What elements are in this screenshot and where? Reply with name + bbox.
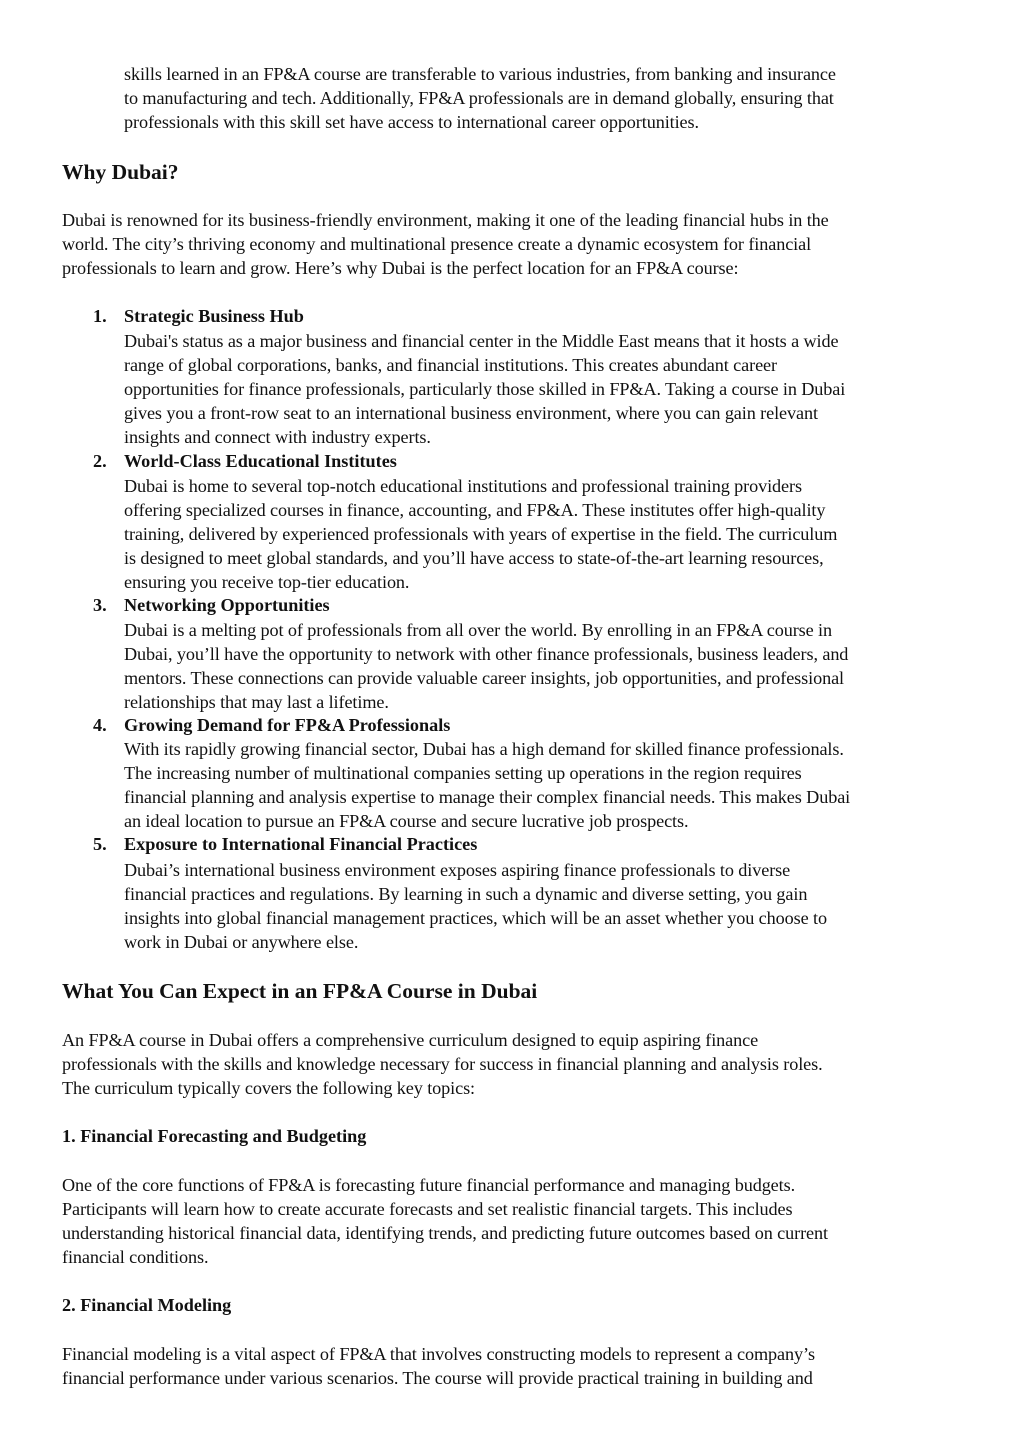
list-number: 2. (93, 451, 107, 471)
list-number: 4. (93, 715, 107, 735)
text-line: Dubai is renowned for its business-friendly environment, making it one of the leading financial hubs in the (62, 210, 829, 230)
text-line: world. The city’s thriving economy and multinational presence create a dynamic ecosystem for financial (62, 234, 812, 254)
text-line: An FP&A course in Dubai offers a comprehensive curriculum designed to equip aspiring finance (62, 1030, 759, 1050)
topic-heading: 1. Financial Forecasting and Budgeting (62, 1126, 367, 1146)
text-line: With its rapidly growing financial sector, Dubai has a high demand for skilled finance professionals. (124, 739, 844, 759)
list-number: 3. (93, 595, 107, 615)
text-line: is designed to meet global standards, and you’ll have access to state-of-the-art learning resources, (124, 548, 824, 568)
text-line: Dubai is home to several top-notch educational institutions and professional training providers (124, 476, 802, 496)
list-item-title: World-Class Educational Institutes (124, 451, 397, 471)
text-line: Financial modeling is a vital aspect of FP&A that involves constructing models to represent a company’s (62, 1344, 815, 1364)
text-line: insights and connect with industry experts. (124, 427, 431, 447)
section-heading: Why Dubai? (62, 160, 179, 184)
text-line: an ideal location to pursue an FP&A course and secure lucrative job prospects. (124, 811, 689, 831)
text-line: insights into global financial management practices, which will be an asset whether you choose to (124, 908, 827, 928)
text-line: understanding historical financial data, identifying trends, and predicting future outcomes based on current (62, 1223, 828, 1243)
text-line: Participants will learn how to create accurate forecasts and set realistic financial targets. This includes (62, 1199, 793, 1219)
section-heading: What You Can Expect in an FP&A Course in Dubai (62, 979, 538, 1003)
text-line: to manufacturing and tech. Additionally, FP&A professionals are in demand globally, ensuring that (124, 88, 834, 108)
text-line: professionals with this skill set have access to international career opportunities. (124, 112, 699, 132)
text-line: financial conditions. (62, 1247, 209, 1267)
text-line: The curriculum typically covers the following key topics: (62, 1078, 476, 1098)
text-line: professionals with the skills and knowledge necessary for success in financial planning and analysis roles. (62, 1054, 823, 1074)
text-line: opportunities for finance professionals, particularly those skilled in FP&A. Taking a course in Dubai (124, 379, 846, 399)
text-line: gives you a front-row seat to an international business environment, where you can gain relevant (124, 403, 818, 423)
text-line: financial practices and regulations. By learning in such a dynamic and diverse setting, you gain (124, 884, 808, 904)
text-line: financial performance under various scenarios. The course will provide practical training in building and (62, 1368, 813, 1388)
list-item-title: Strategic Business Hub (124, 306, 304, 326)
text-line: Dubai’s international business environment exposes aspiring finance professionals to diverse (124, 860, 791, 880)
text-line: offering specialized courses in finance, accounting, and FP&A. These institutes offer high-quality (124, 500, 826, 520)
list-item-title: Growing Demand for FP&A Professionals (124, 715, 451, 735)
topic-heading: 2. Financial Modeling (62, 1295, 232, 1315)
text-line: The increasing number of multinational companies setting up operations in the region requires (124, 763, 802, 783)
text-line: range of global corporations, banks, and financial institutions. This creates abundant career (124, 355, 777, 375)
text-line: relationships that may last a lifetime. (124, 692, 389, 712)
text-line: professionals to learn and grow. Here’s why Dubai is the perfect location for an FP&A course: (62, 258, 739, 278)
text-line: mentors. These connections can provide valuable career insights, job opportunities, and professional (124, 668, 844, 688)
text-line: One of the core functions of FP&A is forecasting future financial performance and managing budgets. (62, 1175, 796, 1195)
list-number: 5. (93, 834, 107, 854)
text-line: skills learned in an FP&A course are transferable to various industries, from banking and insurance (124, 64, 836, 84)
text-line: work in Dubai or anywhere else. (124, 932, 359, 952)
text-line: training, delivered by experienced professionals with years of expertise in the field. The curriculum (124, 524, 838, 544)
text-line: ensuring you receive top-tier education. (124, 572, 410, 592)
text-line: Dubai, you’ll have the opportunity to network with other finance professionals, business leaders, and (124, 644, 849, 664)
text-line: Dubai's status as a major business and financial center in the Middle East means that it hosts a wide (124, 331, 839, 351)
text-line: financial planning and analysis expertise to manage their complex financial needs. This makes Dubai (124, 787, 851, 807)
list-number: 1. (93, 306, 107, 326)
list-item-title: Networking Opportunities (124, 595, 330, 615)
list-item-title: Exposure to International Financial Practices (124, 834, 478, 854)
text-line: Dubai is a melting pot of professionals from all over the world. By enrolling in an FP&A course in (124, 620, 832, 640)
